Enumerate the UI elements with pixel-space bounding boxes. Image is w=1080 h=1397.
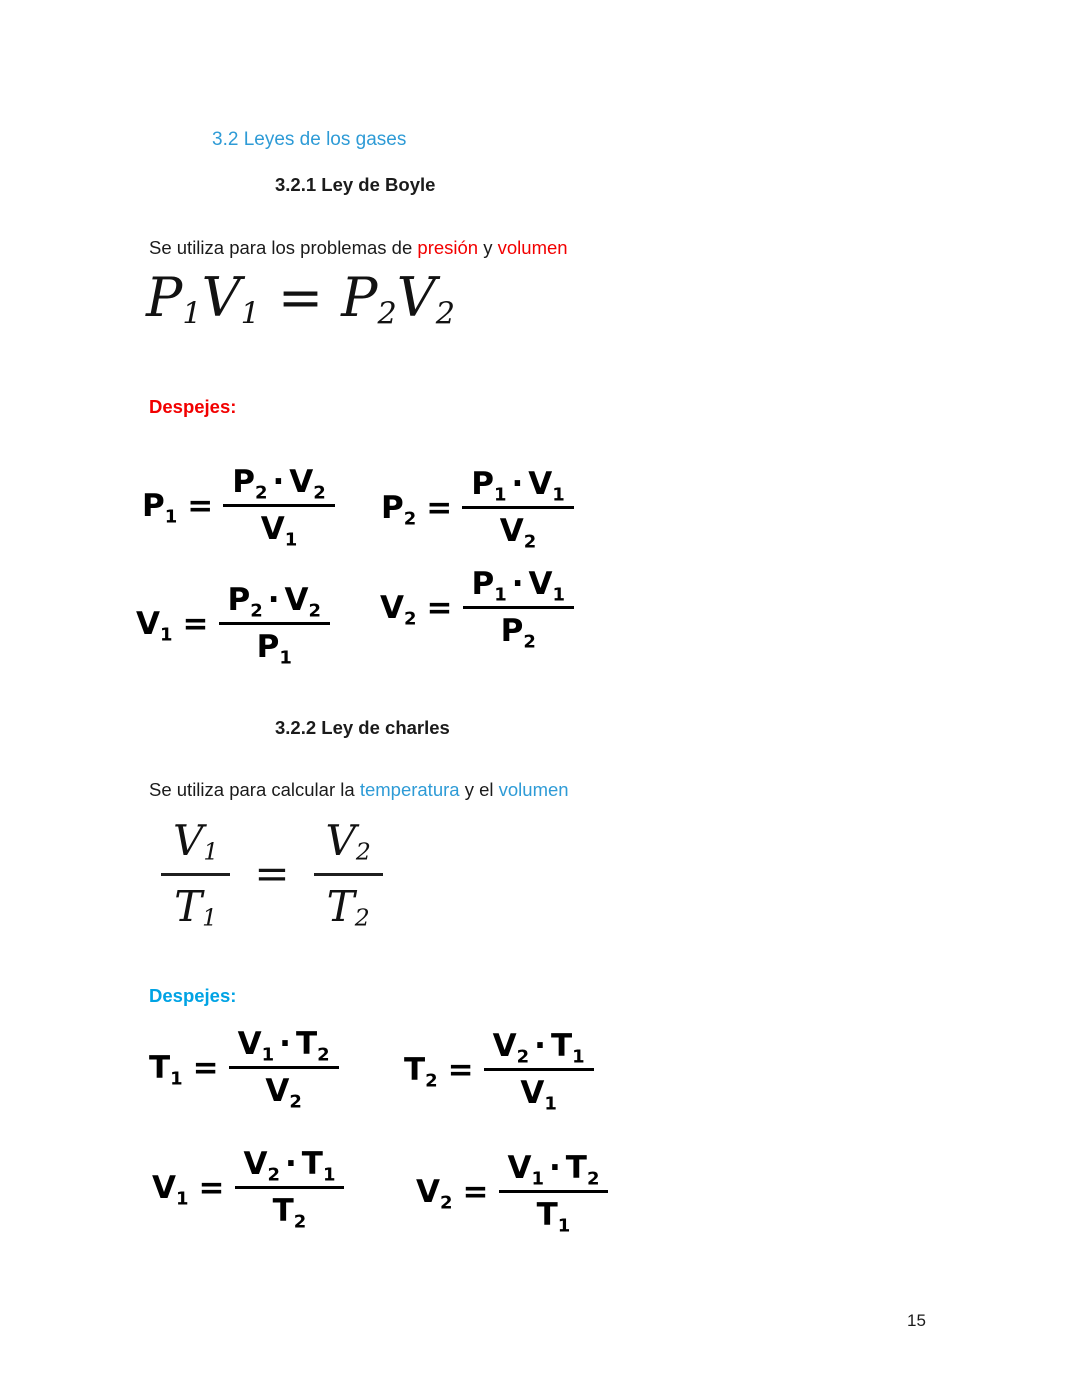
fraction-denominator [327, 876, 370, 931]
volumen-term-2: volumen [498, 778, 569, 800]
math-sym: T [326, 882, 355, 931]
fraction-denominator [520, 1071, 557, 1115]
multiply-dot: · [267, 582, 280, 618]
fraction [484, 1028, 594, 1115]
boyle-intro-text-1: Se utiliza para los problemas de [149, 236, 418, 258]
math-sub: 1 [261, 1044, 275, 1066]
math-sub: 2 [354, 903, 370, 932]
math-sym: V [499, 513, 524, 549]
fraction-denominator [272, 1189, 307, 1233]
boyle-formula [146, 266, 455, 332]
multiply-dot: · [279, 1026, 291, 1062]
fraction-denominator [174, 876, 217, 931]
math-sub: 2 [404, 607, 417, 629]
math-sym: P [227, 582, 251, 618]
math-sym: T [272, 1193, 294, 1229]
math-sub: 2 [267, 1164, 281, 1186]
math-sub: 1 [182, 296, 202, 332]
math-sym: P [146, 266, 183, 329]
despeje-lhs [152, 1169, 189, 1209]
equals-sign: = [426, 489, 453, 526]
math-sym: V [136, 605, 160, 642]
math-sub: 2 [254, 482, 268, 504]
math-sym: T [149, 1049, 171, 1086]
math-sub: 1 [572, 1046, 585, 1068]
math-sym: V [243, 1146, 268, 1182]
equals-sign: = [254, 849, 290, 898]
math-sym: V [528, 466, 553, 502]
math-sub: 2 [250, 600, 263, 622]
fraction-denominator [500, 609, 536, 653]
math-sub: 1 [164, 505, 178, 527]
equals-sign: = [182, 605, 209, 642]
fraction-numerator [223, 464, 335, 507]
boyle-despeje-p2 [381, 466, 574, 553]
math-sub: 2 [377, 296, 397, 332]
math-sub: 1 [493, 484, 507, 506]
math-sub: 2 [308, 600, 322, 622]
fraction-denominator [499, 509, 537, 553]
multiply-dot: · [511, 466, 524, 502]
boyle-title: 3.2.1 Ley de Boyle [275, 174, 436, 195]
math-sub: 2 [523, 631, 536, 653]
math-sub: 2 [586, 1168, 600, 1190]
fraction-numerator [314, 816, 383, 876]
math-sym: P [471, 466, 494, 502]
math-sym: P [232, 464, 255, 500]
fraction-numerator [484, 1028, 594, 1071]
section-heading: 3.2 Leyes de los gases [212, 129, 407, 150]
math-sym: V [237, 1026, 262, 1062]
math-sym: P [500, 613, 524, 649]
boyle-despeje-v1 [136, 582, 330, 669]
boyle-intro-text-2: y [478, 236, 498, 258]
charles-formula [161, 816, 383, 931]
fraction-denominator [260, 507, 298, 551]
charles-despeje-v2 [416, 1150, 608, 1237]
multiply-dot: · [549, 1150, 561, 1186]
math-sub: 2 [317, 1044, 330, 1066]
fraction [462, 466, 574, 553]
boyle-despeje-p1 [142, 464, 335, 551]
math-sym: V [289, 464, 314, 500]
math-sub: 1 [531, 1168, 545, 1190]
math-sub: 2 [289, 1091, 302, 1113]
equals-sign: = [192, 1049, 219, 1086]
charles-despeje-t2 [404, 1028, 594, 1115]
despeje-lhs [380, 589, 417, 629]
fraction [161, 816, 230, 931]
fraction [463, 566, 575, 653]
math-sub: 1 [544, 1093, 557, 1115]
charles-intro-text-1: Se utiliza para calcular la [149, 778, 360, 800]
charles-despeje-t1 [149, 1026, 339, 1113]
math-sym: V [520, 1075, 545, 1111]
math-sym: V [380, 589, 404, 626]
fraction-numerator [219, 582, 331, 625]
multiply-dot: · [534, 1028, 546, 1064]
page-number: 15 [907, 1311, 926, 1330]
fraction [235, 1146, 345, 1233]
math-sym: V [152, 1169, 176, 1206]
math-sub: 1 [494, 584, 507, 606]
math-sym: T [550, 1028, 573, 1064]
math-sym: T [565, 1150, 587, 1186]
math-sym: V [528, 566, 553, 602]
math-sym: V [284, 582, 309, 618]
math-sub: 1 [203, 837, 219, 866]
fraction-numerator [235, 1146, 345, 1189]
math-sym: P [381, 489, 404, 526]
multiply-dot: · [511, 566, 524, 602]
multiply-dot: · [272, 464, 285, 500]
math-sub: 2 [313, 482, 326, 504]
math-sym: T [174, 882, 203, 931]
math-sub: 1 [552, 584, 566, 606]
math-sym: V [325, 816, 356, 865]
math-sym: V [265, 1073, 290, 1109]
boyle-despeje-v2 [380, 566, 574, 653]
math-sym: P [142, 487, 165, 524]
math-sub: 2 [435, 296, 455, 332]
math-sub: 1 [176, 1187, 189, 1209]
fraction-denominator [536, 1193, 571, 1237]
equals-sign: = [462, 1173, 489, 1210]
math-sym: V [416, 1173, 440, 1210]
charles-title: 3.2.2 Ley de charles [275, 717, 450, 738]
despeje-lhs [416, 1173, 453, 1213]
despeje-lhs [149, 1049, 183, 1089]
math-sym: V [396, 266, 436, 329]
math-sub: 1 [160, 623, 173, 645]
math-sym: V [260, 511, 285, 547]
math-sub: 1 [202, 903, 218, 932]
equals-sign: = [447, 1051, 474, 1088]
math-sub: 1 [557, 1215, 571, 1237]
math-sym: T [301, 1146, 323, 1182]
math-sub: 2 [440, 1191, 453, 1213]
volumen-term: volumen [497, 236, 568, 258]
math-sym: T [404, 1051, 426, 1088]
fraction-numerator [463, 566, 575, 609]
math-sub: 1 [322, 1164, 336, 1186]
math-sub: 2 [355, 837, 371, 866]
boyle-intro [149, 237, 568, 259]
charles-despeje-v1 [152, 1146, 344, 1233]
fraction [499, 1150, 609, 1237]
fraction [229, 1026, 339, 1113]
math-sub: 2 [516, 1046, 530, 1068]
multiply-dot: · [285, 1146, 297, 1182]
math-sym: V [492, 1028, 517, 1064]
despeje-lhs [381, 489, 417, 529]
math-sub: 2 [293, 1211, 307, 1233]
math-sub: 2 [425, 1069, 438, 1091]
math-sub: 1 [284, 529, 298, 551]
fraction-numerator [462, 466, 574, 509]
math-sym: V [173, 816, 204, 865]
fraction-numerator [161, 816, 230, 876]
math-sym: T [536, 1197, 558, 1233]
math-sym: V [201, 266, 241, 329]
despeje-lhs [142, 487, 178, 527]
fraction-denominator [265, 1069, 302, 1113]
math-sub: 1 [170, 1067, 183, 1089]
despeje-lhs [404, 1051, 438, 1091]
math-sub: 1 [240, 296, 260, 332]
temperatura-term: temperatura [359, 778, 460, 800]
math-sym: P [341, 266, 378, 329]
math-sub: 1 [279, 647, 292, 669]
charles-intro [149, 779, 569, 801]
equals-sign: = [187, 487, 214, 524]
math-sub: 1 [552, 484, 565, 506]
fraction [314, 816, 383, 931]
math-sym: T [295, 1026, 318, 1062]
math-sub: 2 [403, 507, 417, 529]
equals-sign: = [277, 266, 324, 329]
fraction-numerator [229, 1026, 339, 1069]
math-sym: P [256, 629, 280, 665]
equals-sign: = [198, 1169, 225, 1206]
fraction-denominator [256, 625, 292, 669]
math-sym: V [507, 1150, 532, 1186]
fraction-numerator [499, 1150, 609, 1193]
despeje-lhs [136, 605, 173, 645]
charles-intro-text-2: y el [459, 778, 499, 800]
equals-sign: = [426, 589, 453, 626]
presion-term: presión [417, 236, 479, 258]
math-sym: P [471, 566, 495, 602]
boyle-despejes-label: Despejes: [149, 396, 237, 417]
charles-despejes-label: Despejes: [149, 985, 237, 1006]
fraction [223, 464, 335, 551]
math-sub: 2 [523, 531, 537, 553]
fraction [219, 582, 331, 669]
